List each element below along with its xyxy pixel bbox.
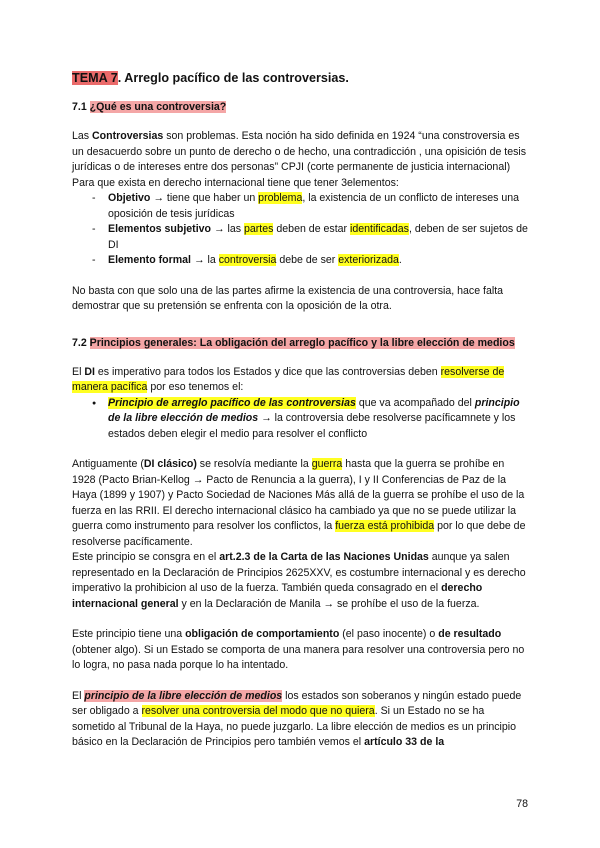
paragraph-di-imperative: El DI es imperativo para todos los Estados y dice que las controversias deben resolverse de manera pacífica por eso tenemos el: bbox=[72, 365, 505, 393]
paragraph-opposition: No basta con que solo una de las partes afirme la existencia de una controversia, hace falta demostrar que su pretensión se enfrenta con la oposición de la otra. bbox=[72, 284, 504, 312]
section-heading-7-2: 7.2 Principios generales: La obligación del arreglo pacífico y la libre elección de medios bbox=[72, 336, 515, 349]
paragraph-elements-intro: Para que exista en derecho internacional tiene que tener 3elementos: bbox=[72, 176, 399, 189]
list-item: ● Principio de arreglo pacífico de las controversias que va acompañado del principio de la libre elección de medios → la controversia debe resolverse pacíficamnete y los estados deben elegir el medio para resolver el conflicto bbox=[94, 396, 530, 443]
page-content bbox=[72, 70, 530, 751]
paragraph-definition: Las Controversias son problemas. Esta noción ha sido definida en 1924 “una constroversia es un desacuerdo sobre un punto de derecho o de hecho, una contradicción , una opisición de tesis jurídicas o de intereses entre dos personas” CPJI (corte permanente de justicia internacional) bbox=[72, 130, 527, 173]
page-number: 78 bbox=[516, 798, 528, 810]
list-item: - Elementos subjetivo → las partes deben de estar identificadas, deben de ser sujetos de DI bbox=[94, 222, 530, 253]
paragraph-obligation: Este principio tiene una obligación de comportamiento (el paso inocente) o de resultado (obtener algo). Si un Estado se comporta de una manera para resolver una controversia pero no lo logra, no pasa nada porque lo ha intentado. bbox=[72, 628, 525, 671]
section-heading-7-1: 7.1 ¿Qué es una controversia? bbox=[72, 101, 227, 113]
principles-list bbox=[72, 396, 530, 443]
paragraph-history: Antiguamente (DI clásico) se resolvía mediante la guerra hasta que la guerra se prohíbe en 1928 (Pacto Brian-Kellog → Pacto de Renuncia a la guerra), I y II Conferencias de Paz de la Haya (1899 y 1907) y Pacto Sociedad de Naciones Más allá de la guerra se prohíbe el uso de la fuerza en las RRII. El derecho internacional clásico ha cambiado ya que no se puede utilizar la guerra como instrumento para resolver los conflictos, la fuerza está prohibida por lo que debe de resolverse pacíficamente. bbox=[72, 458, 526, 548]
page-title: TEMA 7. Arreglo pacífico de las controversias. bbox=[72, 71, 349, 85]
elements-list bbox=[72, 191, 530, 269]
paragraph-free-choice: El principio de la libre elección de medios los estados son soberanos y ningún estado puede ser obligado a resolver una controversia del modo que no quiera. Si un Estado no se ha sometido al Tribunal de la Haya, no puede juzgarlo. La libre elección de medios es un principio básico en la Declaración de Principios pero también vemos el artículo 33 de la bbox=[72, 689, 522, 748]
list-item: - Objetivo → tiene que haber un problema, la existencia de un conflicto de intereses una oposición de tesis jurídicas bbox=[94, 191, 530, 222]
list-item: - Elemento formal → la controversia debe de ser exteriorizada. bbox=[94, 253, 530, 269]
paragraph-consagration: Este principio se consgra en el art.2.3 de la Carta de las Naciones Unidas aunque ya salen representado en la Declaración de Principios 2625XXV, es costumbre internacional y es derecho imperativo la prohibicion al uso de la fuerza. También queda consagrado en el derecho internacional general y en la Declaración de Manila → se prohíbe el uso de la fuerza. bbox=[72, 551, 526, 610]
title-tag: TEMA 7 bbox=[72, 71, 118, 85]
